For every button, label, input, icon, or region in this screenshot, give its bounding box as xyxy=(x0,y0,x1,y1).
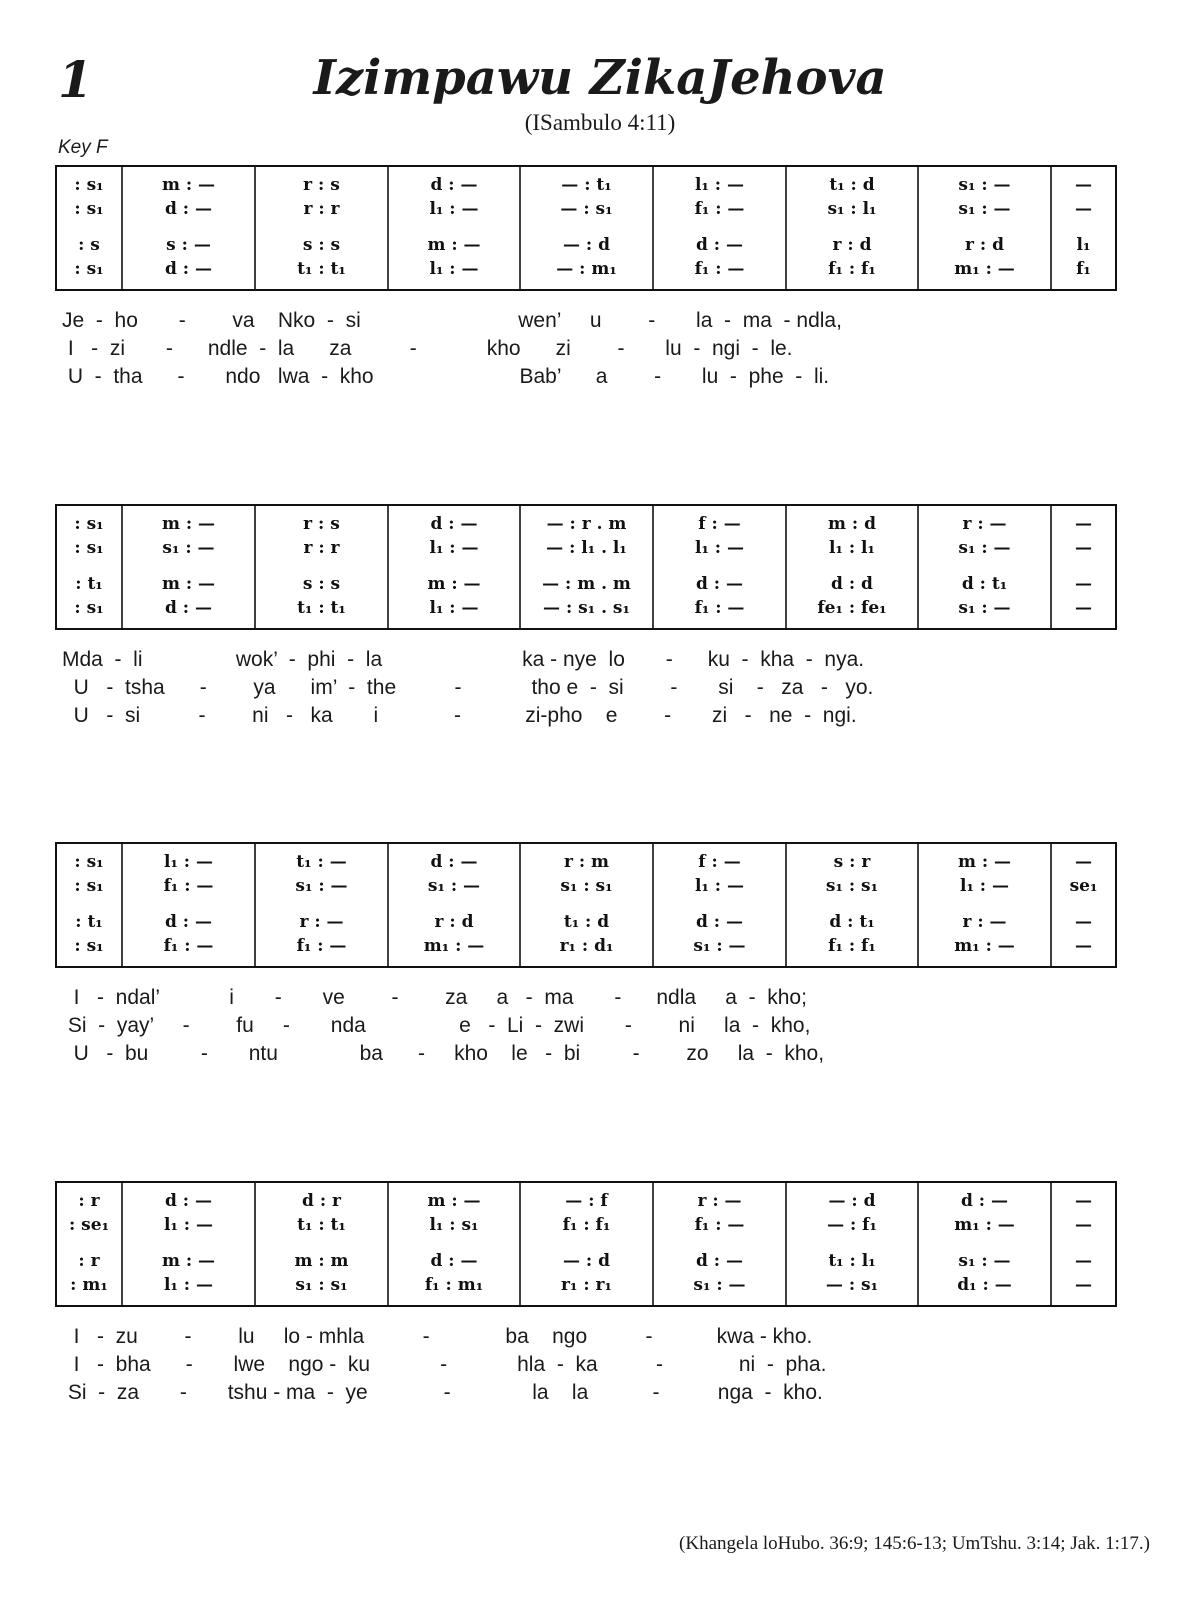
notation-cell: : s₁ xyxy=(74,175,104,195)
notation-cell: t₁ : d xyxy=(829,175,875,195)
notation-cell: — xyxy=(1075,538,1092,558)
notation-cell: t₁ : d xyxy=(563,912,610,932)
footer-references: (Khangela loHubo. 36:9; 145:6-13; UmTshu. 3:14; Jak. 1:17.) xyxy=(679,1533,1150,1554)
scripture-reference: (ISambulo 4:11) xyxy=(524,110,676,135)
notation-cell: — xyxy=(1075,598,1092,618)
notation-cell: — : s₁ . s₁ xyxy=(543,598,630,618)
notation-cell: r₁ : r₁ xyxy=(561,1275,612,1295)
notation-cell: : s xyxy=(78,235,100,255)
notation-cell: s₁ : — xyxy=(693,1275,746,1295)
notation-cell: d : — xyxy=(165,1191,212,1211)
notation-cell: m₁ : — xyxy=(954,259,1015,279)
hymn-title: Izimpawu ZikaJehova xyxy=(313,50,887,106)
notation-cell: d : t₁ xyxy=(829,912,875,932)
notation-cell: m : m xyxy=(294,1251,349,1271)
lyric-line: I - zi - ndle - la za - kho zi - lu - ngi - le. xyxy=(62,337,793,360)
notation-cell: l₁ : — xyxy=(429,598,479,618)
notation-cell: s₁ : — xyxy=(958,175,1011,195)
notation-cell: d : — xyxy=(430,514,478,534)
hymn-number: 1 xyxy=(58,50,93,109)
notation-cell: m : — xyxy=(161,514,216,534)
notation-cell: d : — xyxy=(696,574,743,594)
notation-cell: m₁ : — xyxy=(954,1215,1015,1235)
notation-cell: — : d xyxy=(563,1251,610,1271)
notation-cell: : t₁ xyxy=(75,912,103,932)
notation-cell: m : — xyxy=(427,1191,481,1211)
notation-cell: — xyxy=(1075,1251,1092,1271)
notation-cell: r : — xyxy=(962,912,1007,932)
notation-cell: r : m xyxy=(563,852,610,872)
lyric-line: Je - ho - va Nko - si wen’ u - la - ma - ndla, xyxy=(62,309,842,332)
lyric-line: I - zu - lu lo - mhla - ba ngo - kwa - kho. xyxy=(62,1325,813,1348)
lyric-line: U - tha - ndo lwa - kho Bab’ a - lu - phe - li. xyxy=(62,365,830,388)
notation-cell: m : — xyxy=(161,1251,216,1271)
notation-cell: s₁ : — xyxy=(958,598,1011,618)
lyric-line: Si - yay’ - fu - nda e - Li - zwi - ni la - kho, xyxy=(62,1014,811,1037)
notation-cell: r : — xyxy=(299,912,344,932)
notation-cell: — : t₁ xyxy=(561,175,612,195)
notation-cell: l₁ : — xyxy=(163,852,214,872)
key-signature: Key F xyxy=(58,137,108,158)
lyric-line: U - tsha - ya im’ - the - tho e - si - si - za - yo. xyxy=(62,676,874,699)
notation-cell: m : d xyxy=(828,514,876,534)
notation-cell: f : — xyxy=(698,852,741,872)
notation-cell: — xyxy=(1075,936,1092,956)
notation-cell: d : — xyxy=(696,1251,743,1271)
notation-cell: — xyxy=(1075,1215,1092,1235)
notation-cell: — : d xyxy=(563,235,610,255)
notation-cell: fe₁ : fe₁ xyxy=(817,598,887,618)
notation-cell: f₁ : — xyxy=(694,1215,745,1235)
notation-cell: — xyxy=(1075,574,1092,594)
notation-cell: t₁ : t₁ xyxy=(297,598,346,618)
lyric-line: I - bha - lwe ngo - ku - hla - ka - ni - pha. xyxy=(62,1353,827,1376)
notation-cell: l₁ : — xyxy=(429,538,479,558)
notation-cell: l₁ : — xyxy=(694,175,745,195)
notation-cell: r₁ : d₁ xyxy=(559,936,614,956)
notation-cell: r : r xyxy=(303,199,340,219)
notation-cell: m : — xyxy=(427,574,481,594)
notation-cell: f₁ xyxy=(1076,259,1091,279)
notation-cell: f₁ : — xyxy=(694,199,745,219)
notation-cell: — : f₁ xyxy=(827,1215,877,1235)
notation-cell: : se₁ xyxy=(68,1215,110,1235)
notation-cell: : s₁ xyxy=(74,259,104,279)
notation-cell: t₁ : t₁ xyxy=(297,1215,346,1235)
notation-cell: : s₁ xyxy=(74,852,104,872)
notation-cell: d : — xyxy=(696,912,743,932)
notation-cell: f₁ : m₁ xyxy=(424,1275,484,1295)
notation-cell: t₁ : t₁ xyxy=(297,259,346,279)
notation-cell: d : t₁ xyxy=(961,574,1008,594)
notation-cell: r : d xyxy=(832,235,872,255)
notation-cell: l₁ : l₁ xyxy=(829,538,875,558)
notation-cell: : s₁ xyxy=(74,199,104,219)
notation-cell: d : — xyxy=(165,199,212,219)
notation-cell: r : s xyxy=(303,514,340,534)
lyric-line: U - si - ni - ka i - zi-pho e - zi - ne - ngi. xyxy=(62,704,857,727)
notation-cell: s₁ : — xyxy=(693,936,746,956)
notation-cell: s₁ : l₁ xyxy=(827,199,877,219)
notation-cell: — : m₁ xyxy=(556,259,617,279)
notation-cell: — : l₁ . l₁ xyxy=(546,538,627,558)
notation-cell: se₁ xyxy=(1069,876,1098,896)
notation-cell: — : d xyxy=(828,1191,876,1211)
notation-cell: s₁ : — xyxy=(295,876,348,896)
notation-cell: d : — xyxy=(430,1251,478,1271)
notation-cell: — xyxy=(1075,1191,1092,1211)
notation-cell: f₁ : f₁ xyxy=(828,259,876,279)
notation-cell: f₁ : — xyxy=(296,936,347,956)
notation-cell: s₁ : s₁ xyxy=(825,876,879,896)
notation-cell: s : — xyxy=(166,235,211,255)
notation-cell: d : — xyxy=(961,1191,1008,1211)
notation-cell: s₁ : s₁ xyxy=(295,1275,348,1295)
notation-cell: — : s₁ xyxy=(560,199,613,219)
notation-cell: l₁ : — xyxy=(429,259,479,279)
notation-cell: : m₁ xyxy=(70,1275,108,1295)
notation-cell: f : — xyxy=(698,514,741,534)
notation-cell: : r xyxy=(78,1191,100,1211)
notation-cell: s₁ : — xyxy=(958,538,1011,558)
notation-cell: s₁ : s₁ xyxy=(560,876,613,896)
notation-cell: d : — xyxy=(430,852,478,872)
notation-cell: m : — xyxy=(957,852,1012,872)
notation-cell: s₁ : — xyxy=(958,1251,1011,1271)
notation-cell: : s₁ xyxy=(74,598,104,618)
notation-cell: l₁ : — xyxy=(959,876,1010,896)
notation-cell: — xyxy=(1075,852,1092,872)
notation-cell: f₁ : f₁ xyxy=(562,1215,611,1235)
lyric-line: Si - za - tshu - ma - ye - la la - nga - kho. xyxy=(62,1381,823,1404)
notation-cell: — xyxy=(1075,514,1092,534)
notation-cell: l₁ : — xyxy=(429,199,479,219)
notation-cell: — xyxy=(1075,175,1092,195)
notation-cell: d₁ : — xyxy=(957,1275,1012,1295)
notation-cell: r : — xyxy=(697,1191,742,1211)
notation-cell: l₁ : s₁ xyxy=(429,1215,479,1235)
lyric-line: I - ndal’ i - ve - za a - ma - ndla a - kho; xyxy=(62,986,807,1009)
notation-cell: s₁ : — xyxy=(427,876,481,896)
notation-cell: l₁ : — xyxy=(694,538,745,558)
notation-cell: r : d xyxy=(965,235,1004,255)
notation-cell: : s₁ xyxy=(74,936,104,956)
notation-cell: t₁ : l₁ xyxy=(828,1251,876,1271)
notation-cell: d : — xyxy=(696,235,743,255)
notation-cell: m₁ : — xyxy=(954,936,1015,956)
notation-cell: m : — xyxy=(161,175,216,195)
notation-cell: d : d xyxy=(831,574,873,594)
notation-cell: — : f xyxy=(565,1191,608,1211)
notation-cell: — xyxy=(1075,1275,1092,1295)
notation-cell: f₁ : — xyxy=(694,598,745,618)
notation-cell: d : — xyxy=(165,259,212,279)
notation-cell: — : m . m xyxy=(542,574,631,594)
notation-cell: f₁ : — xyxy=(163,876,214,896)
notation-cell: m : — xyxy=(161,574,216,594)
notation-cell: : t₁ xyxy=(75,574,103,594)
notation-cell: s : s xyxy=(302,574,341,594)
notation-cell: s : r xyxy=(833,852,871,872)
notation-cell: r : — xyxy=(962,514,1007,534)
notation-cell: s₁ : — xyxy=(958,199,1011,219)
notation-cell: l₁ : — xyxy=(694,876,745,896)
notation-cell: r : d xyxy=(434,912,474,932)
notation-cell: f₁ : — xyxy=(163,936,214,956)
notation-cell: f₁ : — xyxy=(694,259,745,279)
notation-cell: — : r . m xyxy=(546,514,627,534)
notation-cell: s : s xyxy=(302,235,341,255)
notation-cell: t₁ : — xyxy=(296,852,347,872)
notation-cell: d : — xyxy=(165,912,212,932)
notation-cell: : s₁ xyxy=(74,876,104,896)
notation-cell: r : r xyxy=(303,538,340,558)
lyric-line: U - bu - ntu ba - kho le - bi - zo la - kho, xyxy=(62,1042,825,1065)
notation-cell: — : s₁ xyxy=(825,1275,879,1295)
notation-cell: d : — xyxy=(430,175,478,195)
notation-cell: m : — xyxy=(427,235,481,255)
notation-cell: : s₁ xyxy=(74,514,104,534)
notation-cell: : s₁ xyxy=(74,538,104,558)
notation-cell: l₁ : — xyxy=(163,1275,214,1295)
notation-cell: m₁ : — xyxy=(423,936,485,956)
notation-cell: — xyxy=(1075,912,1092,932)
notation-cell: : r xyxy=(78,1251,100,1271)
notation-cell: d : — xyxy=(165,598,212,618)
notation-cell: r : s xyxy=(303,175,340,195)
lyric-line: Mda - li wok’ - phi - la ka - nye lo - ku - kha - nya. xyxy=(62,648,865,671)
notation-cell: d : r xyxy=(302,1191,341,1211)
notation-cell: s₁ : — xyxy=(162,538,215,558)
notation-cell: l₁ : — xyxy=(163,1215,214,1235)
notation-cell: l₁ xyxy=(1076,235,1091,255)
notation-cell: — xyxy=(1075,199,1092,219)
notation-cell: f₁ : f₁ xyxy=(828,936,876,956)
